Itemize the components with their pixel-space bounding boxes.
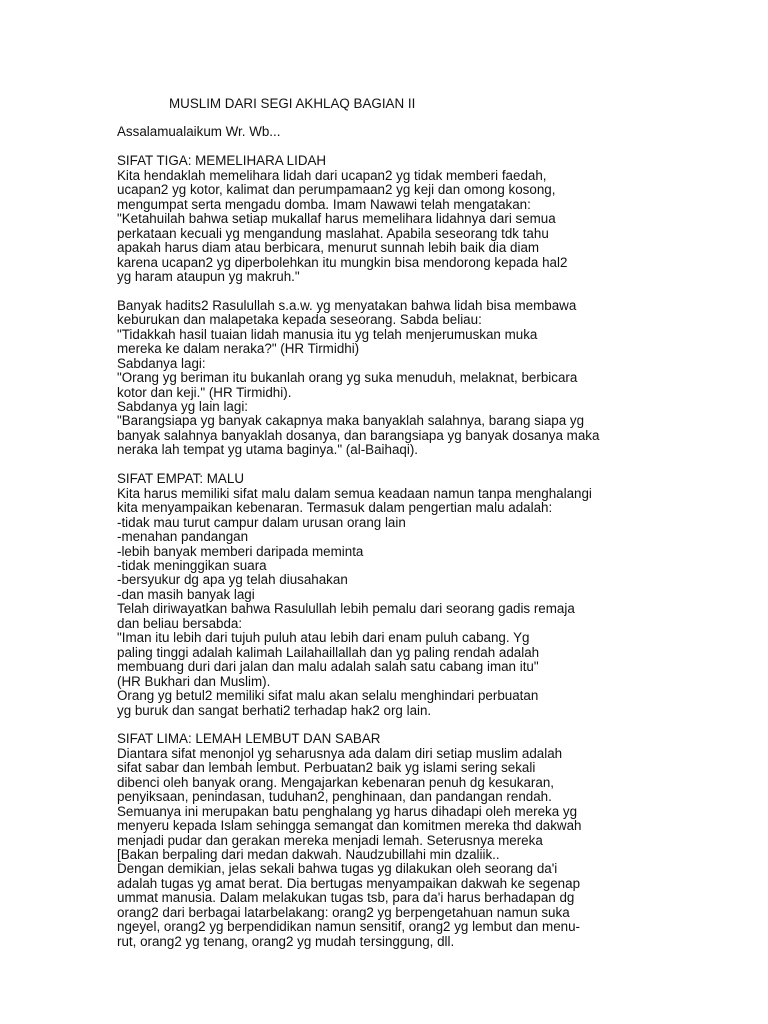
text-line: kita menyampaikan kebenaran. Termasuk dalam pengertian malu adalah:: [117, 500, 553, 516]
text-line: sifat sabar dan lembah lembut. Perbuatan2 baik yg islami sering sekali: [117, 760, 536, 776]
text-line: Banyak hadits2 Rasulullah s.a.w. yg menyatakan bahwa lidah bisa membawa: [117, 297, 577, 313]
text-line: ngeyel, orang2 yg berpendidikan namun sensitif, orang2 yg lembut dan menu-: [117, 919, 581, 935]
text-line: SIFAT EMPAT: MALU: [117, 471, 244, 487]
text-line: -dan masih banyak lagi: [117, 586, 255, 602]
text-line: SIFAT LIMA: LEMAH LEMBUT DAN SABAR: [117, 731, 381, 747]
blank-line: [117, 458, 737, 472]
text-line: rut, orang2 yg tenang, orang2 yg mudah tersinggung, dll.: [117, 933, 455, 949]
text-line: mengumpat serta mengadu domba. Imam Nawawi telah mengatakan:: [117, 196, 531, 212]
text-line: Diantara sifat menonjol yg seharusnya ada dalam diri setiap muslim adalah: [117, 745, 563, 761]
text-line: yg buruk dan sangat berhati2 terhadap hak2 org lain.: [117, 702, 432, 718]
text-line: adalah tugas yg amat berat. Dia bertugas menyampaikan dakwah ke segenap: [117, 875, 581, 891]
document-title: MUSLIM DARI SEGI AKHLAQ BAGIAN II: [169, 96, 416, 111]
text-line: karena ucapan2 yg diperbolehkan itu mungkin bisa mendorong kepada hal2: [117, 254, 568, 270]
text-line: dibenci oleh banyak orang. Mengajarkan kebenaran penuh dg kesukaran,: [117, 774, 554, 790]
text-line: (HR Bukhari dan Muslim).: [117, 673, 271, 689]
text-line: -tidak mau turut campur dalam urusan orang lain: [117, 514, 406, 530]
text-line: penyiksaan, penindasan, tuduhan2, penghinaan, dan pandangan rendah.: [117, 789, 552, 805]
text-line: paling tinggi adalah kalimah Lailahaillallah dan yg paling rendah adalah: [117, 644, 540, 660]
text-line: neraka lah tempat yg utama baginya." (al-Baihaqi).: [117, 442, 419, 458]
text-line: apakah harus diam atau berbicara, menurut sunnah lebih baik dia diam: [117, 240, 540, 256]
document-page: [117, 96, 737, 949]
text-line: keburukan dan malapetaka kepada seseorang. Sabda beliau:: [117, 312, 482, 328]
text-line: -lebih banyak memberi daripada meminta: [117, 543, 364, 559]
text-line: "Iman itu lebih dari tujuh puluh atau lebih dari enam puluh cabang. Yg: [117, 630, 530, 646]
text-line: yg haram ataupun yg makruh.": [117, 268, 300, 284]
text-line: -menahan pandangan: [117, 529, 249, 545]
text-line: -bersyukur dg apa yg telah diusahakan: [117, 572, 348, 588]
text-line: ummat manusia. Dalam melakukan tugas tsb, para da'i harus berhadapan dg: [117, 890, 575, 906]
text-line: [Bakan berpaling dari medan dakwah. Naudzubillahi min dzaliik..: [117, 847, 500, 863]
text-line: perkataan kecuali yg mengandung maslahat. Apabila seseorang tdk tahu: [117, 225, 549, 241]
blank-line: [117, 111, 737, 125]
text-line: SIFAT TIGA: MEMELIHARA LIDAH: [117, 153, 327, 169]
blank-line: [117, 140, 737, 154]
text-line: banyak salahnya banyaklah dosanya, dan barangsiapa yg banyak dosanya maka: [117, 427, 600, 443]
text-line: Sabdanya lagi:: [117, 355, 206, 371]
text-line: dan beliau bersabda:: [117, 615, 243, 631]
text-line: membuang duri dari jalan dan malu adalah salah satu cabang iman itu": [117, 659, 539, 675]
text-line: menjadi pudar dan gerakan mereka menjadi lemah. Seterusnya mereka: [117, 832, 543, 848]
blank-line: [117, 718, 737, 732]
text-line: -tidak meninggikan suara: [117, 557, 267, 573]
text-line: menyeru kepada Islam sehingga semangat dan komitmen mereka thd dakwah: [117, 818, 582, 834]
text-line: "Tidakkah hasil tuaian lidah manusia itu yg telah menjerumuskan muka: [117, 326, 538, 342]
text-line: Dengan demikian, jelas sekali bahwa tugas yg dilakukan oleh seorang da'i: [117, 861, 558, 877]
text-line: Orang yg betul2 memiliki sifat malu akan selalu menghindari perbuatan: [117, 688, 539, 704]
text-line: Sabdanya yg lain lagi:: [117, 399, 249, 415]
text-line: Assalamualaikum Wr. Wb...: [117, 124, 281, 140]
text-line: ucapan2 yg kotor, kalimat dan perumpamaan2 yg keji dan omong kosong,: [117, 182, 556, 198]
text-line: "Ketahuilah bahwa setiap mukallaf harus memelihara lidahnya dari semua: [117, 211, 556, 227]
text-line: Semuanya ini merupakan batu penghalang yg harus dihadapi oleh mereka yg: [117, 803, 578, 819]
document-body: [117, 111, 737, 949]
text-line: "Orang yg beriman itu bukanlah orang yg suka menuduh, melaknat, berbicara: [117, 370, 578, 386]
text-line: mereka ke dalam neraka?" (HR Tirmidhi): [117, 341, 360, 357]
text-line: orang2 dari berbagai latarbelakang: orang2 yg berpengetahuan namun suka: [117, 904, 570, 920]
text-line: Kita hendaklah memelihara lidah dari ucapan2 yg tidak memberi faedah,: [117, 167, 547, 183]
blank-line: [117, 284, 737, 298]
text-line: "Barangsiapa yg banyak cakapnya maka banyaklah salahnya, barang siapa yg: [117, 413, 585, 429]
text-line: Kita harus memiliki sifat malu dalam semua keadaan namun tanpa menghalangi: [117, 485, 592, 501]
text-line: Telah diriwayatkan bahwa Rasulullah lebih pemalu dari seorang gadis remaja: [117, 601, 575, 617]
text-line: kotor dan keji." (HR Tirmidhi).: [117, 384, 292, 400]
